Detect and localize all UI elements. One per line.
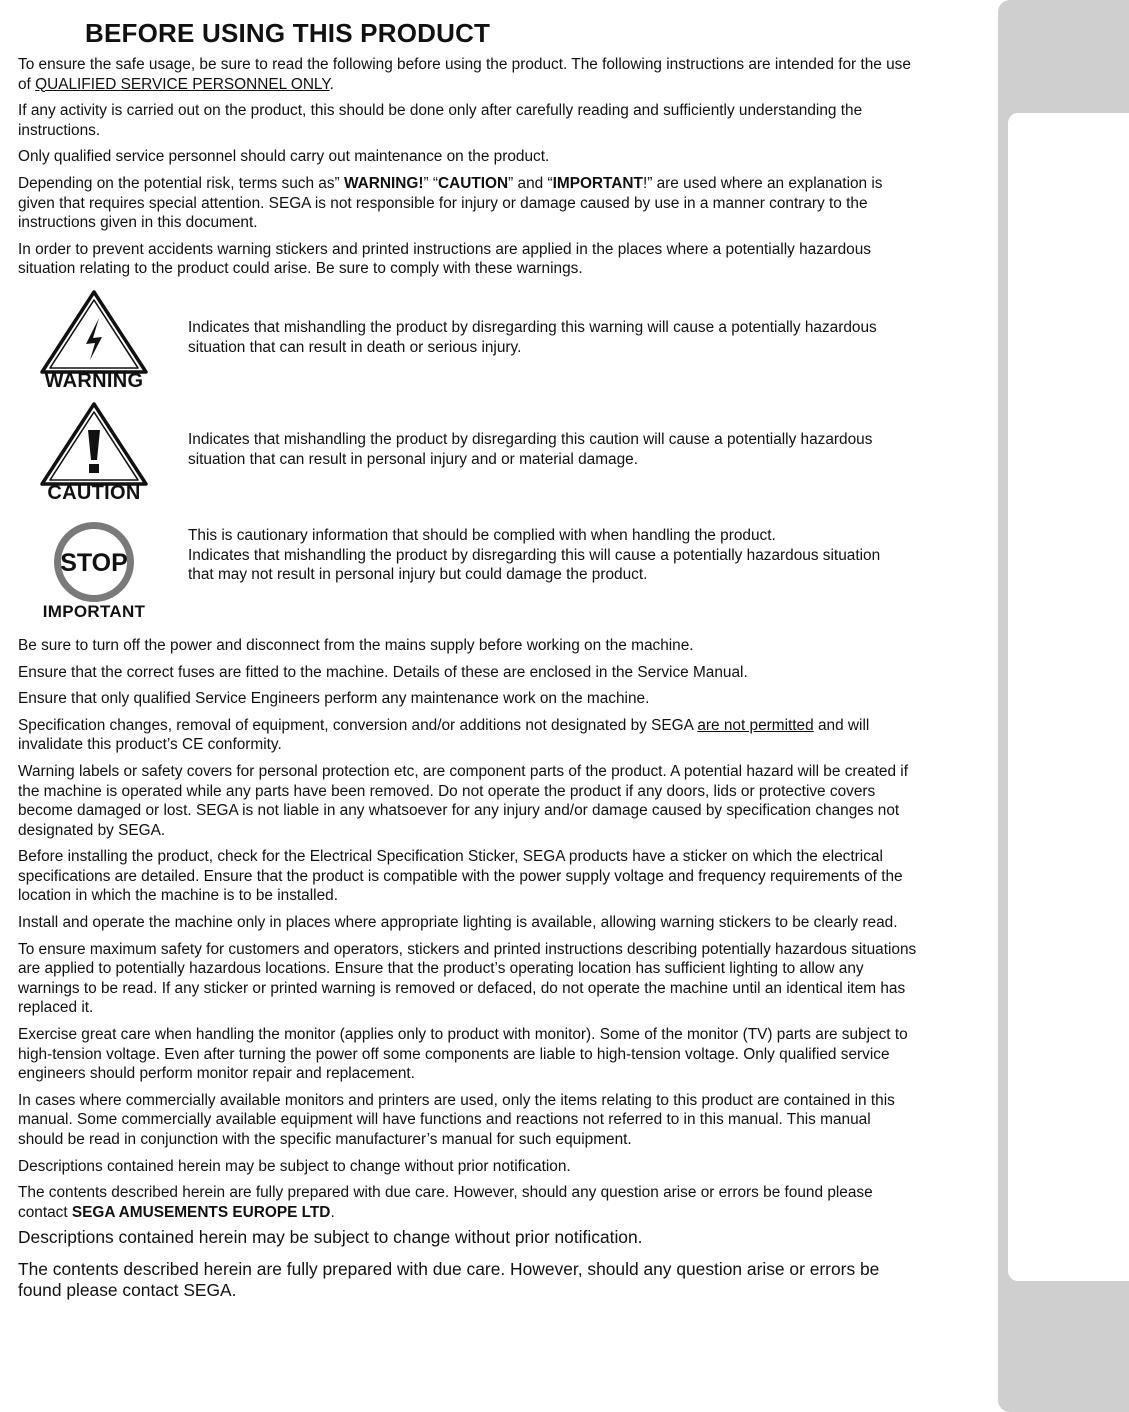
body-paragraph-6: Before installing the product, check for the Electrical Specification Sticker, SEGA products have a sticker on which the electrical specifications are detailed. Ensure that the product is compatible with the power supply voltage and frequency requirements of the location in which the machine is to be installed. [18, 848, 903, 905]
body-paragraph-2: Ensure that the correct fuses are fitted to the machine. Details of these are enclosed in the Service Manual. [18, 663, 748, 681]
terms-text-b: ” “ [423, 174, 438, 192]
body-paragraph-9: Exercise great care when handling the monitor (applies only to product with monitor). Some of the monitor (TV) parts are subject to high-tension voltage. Even after turning the power off some components are liable to high-tension voltage. Only qualified service engineers should perform monitor repair and replacement. [18, 1026, 908, 1083]
spec-changes-text-end: and will invalidate this product’s CE conformity. [18, 716, 870, 754]
stop-sign-text: STOP [60, 548, 128, 577]
page-content [18, 18, 918, 1309]
contact-text: The contents described herein are fully prepared with due care. However, should any question arise or errors be found please contact [18, 1184, 873, 1221]
intro-paragraph-1 [18, 55, 918, 94]
footer-paragraph-1: Descriptions contained herein may be subject to change without prior notification. [18, 1227, 643, 1248]
footer-paragraph-2: The contents described herein are fully prepared with due care. However, should any question arise or errors be found please contact SEGA. [18, 1258, 880, 1301]
warning-description [188, 318, 908, 357]
page-title: BEFORE USING THIS PRODUCT [85, 18, 491, 48]
intro-paragraph-3: Only qualified service personnel should carry out maintenance on the product. [18, 148, 550, 166]
body-paragraph-11: Descriptions contained herein may be subject to change without prior notification. [18, 1157, 571, 1175]
contact-text-end: . [330, 1203, 335, 1221]
body-paragraph-1: Be sure to turn off the power and disconnect from the mains supply before working on the machine. [18, 636, 694, 654]
qualified-personnel-emphasis: QUALIFIED SERVICE PERSONNEL ONLY [35, 75, 330, 93]
important-symbol-row [18, 518, 918, 628]
body-paragraph-7: Install and operate the machine only in places where appropriate lighting is available, allowing warning stickers to be clearly read. [18, 914, 898, 932]
important-description-line-1: This is cautionary information that should be complied with when handling the product. [188, 526, 776, 544]
intro-paragraph-2: If any activity is carried out on the product, this should be done only after carefully reading and sufficiently understanding the instructions. [18, 102, 863, 139]
body-paragraph-5: Warning labels or safety covers for personal protection etc, are component parts of the product. A potential hazard will be created if the machine is operated while any parts have been removed. Do not operate the product if any doors, lids or protective covers become damaged or lost. SEGA is not liable in any whatsoever for any injury and/or damage caused by specification changes not designated by SEGA. [18, 762, 909, 839]
caution-symbol [38, 400, 150, 505]
important-label: IMPORTANT [42, 601, 146, 621]
caution-description [188, 430, 908, 469]
intro-text: To ensure the safe usage, be sure to read the following before using the product. The following instructions are intended for the use of [18, 56, 911, 93]
warning-label: WARNING [44, 369, 144, 392]
exclamation-caution-icon [38, 400, 150, 488]
body-paragraph-10: In cases where commercially available monitors and printers are used, only the items relating to this product are contained in this manual. Some commercially available equipment will have functions and reactions not referred to in this manual. This manual should be read in conjunction with the specific manufacturer’s manual for such equipment. [18, 1091, 895, 1148]
warning-description-text: Indicates that mishandling the product by disregarding this warning will cause a potentially hazardous situation that can result in death or serious injury. [188, 318, 877, 356]
caution-description-text: Indicates that mishandling the product by disregarding this caution will cause a potentially hazardous situation that can result in personal injury and or material damage. [188, 430, 873, 468]
terms-text-d: !” are used where an explanation is given that requires special attention. SEGA is not responsible for injury or damage caused by use in a manner contrary to the instructions given in this document. [18, 174, 883, 232]
important-description-line-2: Indicates that mishandling the product by disregarding this will cause a potentially hazardous situation that may not result in personal injury but could damage the product. [188, 546, 881, 584]
term-caution: CAUTION [438, 174, 509, 192]
high-voltage-warning-icon [38, 288, 150, 376]
footer-notes [18, 1227, 918, 1302]
term-warning: WARNING! [343, 174, 424, 192]
terms-text-a: Depending on the potential risk, terms such as” [18, 174, 344, 192]
caution-label: CAUTION [47, 481, 141, 504]
warning-symbol [38, 288, 150, 393]
intro-paragraph-4 [18, 174, 918, 233]
company-name: SEGA AMUSEMENTS EUROPE LTD [71, 1203, 331, 1221]
terms-text-c: ” and “ [508, 174, 553, 192]
body-paragraph-12 [18, 1183, 918, 1222]
important-description [188, 526, 908, 585]
body-paragraph-8: To ensure maximum safety for customers and operators, stickers and printed instructions describing potentially hazardous situations are applied to potentially hazardous locations. Ensure that the product’s operating location has sufficient lighting to allow any warnings to be read. If any sticker or printed warning is removed or defaced, do not operate the machine until an identical item has replaced it. [18, 940, 917, 1017]
body-paragraph-3: Ensure that only qualified Service Engineers perform any maintenance work on the machine. [18, 690, 650, 708]
intro-paragraph-5: In order to prevent accidents warning stickers and printed instructions are applied in the places where a potentially hazardous situation relating to the product could arise. Be sure to comply with these warnings. [18, 240, 871, 278]
side-index-tab-inner [1008, 113, 1129, 1281]
not-permitted-emphasis: are not permitted [697, 716, 814, 734]
important-symbol [38, 518, 150, 622]
stop-sign-icon [38, 518, 150, 604]
warning-symbol-row [18, 288, 918, 400]
body-paragraph-4 [18, 716, 918, 755]
caution-symbol-row [18, 400, 918, 518]
term-important: IMPORTANT [552, 174, 643, 192]
spec-changes-text: Specification changes, removal of equipment, conversion and/or additions not designated by SEGA [18, 716, 698, 734]
intro-text-end: . [329, 75, 334, 93]
